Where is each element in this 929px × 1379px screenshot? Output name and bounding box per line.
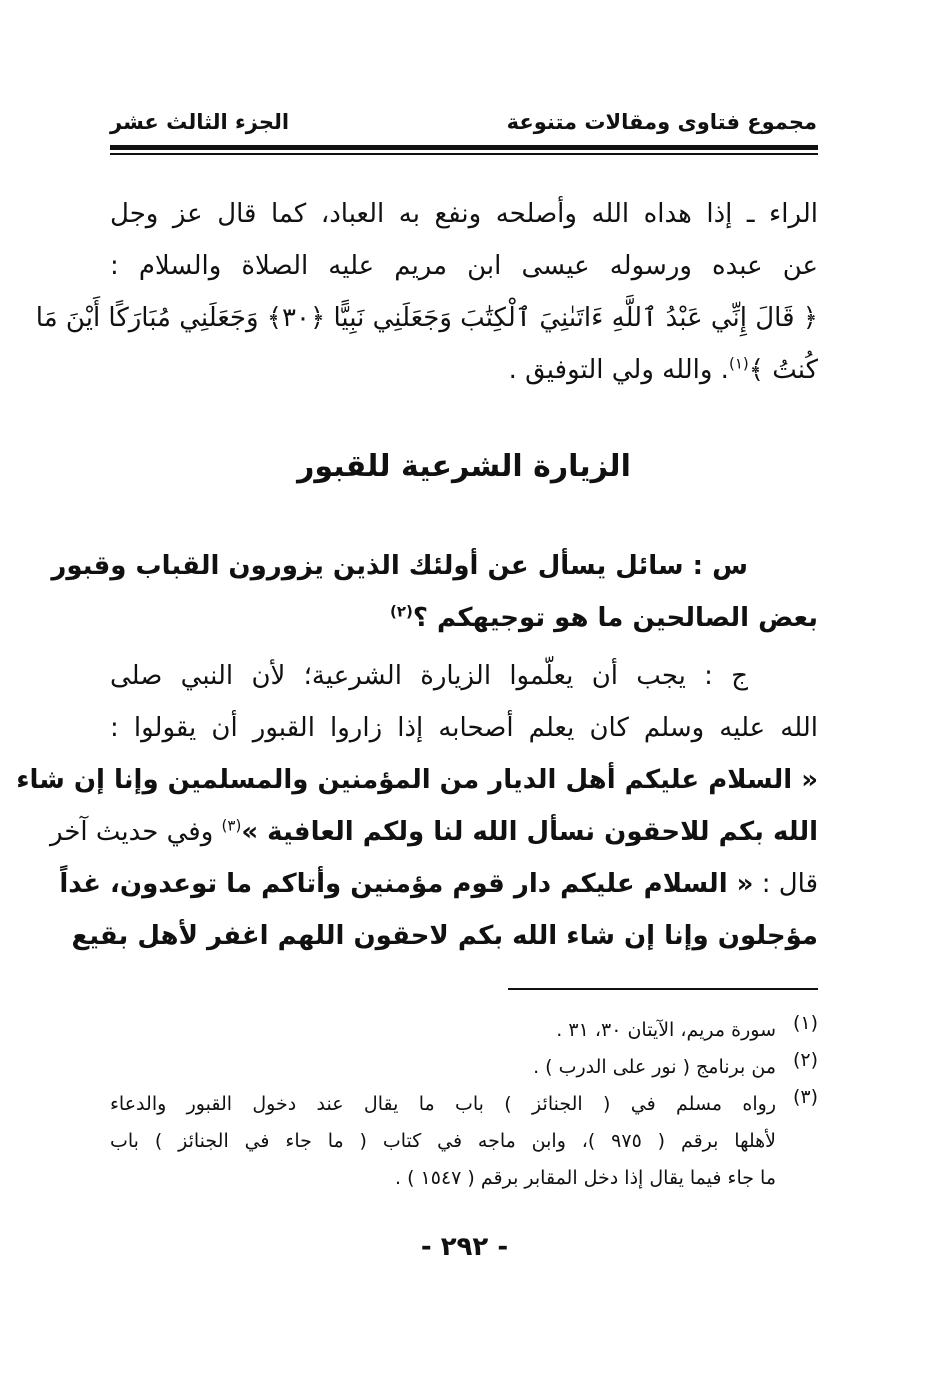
section-title: الزيارة الشرعية للقبور	[297, 449, 631, 484]
answer-paragraph	[16, 650, 818, 962]
answer-line-6: مؤجلون وإنا إن شاء الله بكم لاحقون اللهم اغفر لأهل بقيع	[71, 921, 818, 951]
page-number: - ٢٩٢ -	[420, 1232, 509, 1262]
intro-line-2: عن عبده ورسوله عيسى ابن مريم عليه الصلاة والسلام :	[110, 251, 818, 281]
question-paragraph	[51, 540, 818, 644]
intro-line-4	[110, 344, 818, 396]
footnotes	[110, 1012, 818, 1197]
answer-line-2: الله عليه وسلم كان يعلم أصحابه إذا زاروا القبور أن يقولوا :	[110, 713, 818, 743]
question-line-1: س : سائل يسأل عن أولئك الذين يزورون القباب وقبور	[51, 551, 748, 581]
footnote-ref-1: (١)	[728, 354, 749, 373]
answer-line-3: « السلام عليكم أهل الديار من المؤمنين والمسلمين وإنا إن شاء	[16, 765, 818, 795]
intro-paragraph	[35, 188, 818, 396]
quran-verse-line: ﴿ قَالَ إِنِّي عَبْدُ ٱللَّهِ ءَاتَىٰنِيَ ٱلْكِتَٰبَ وَجَعَلَنِي نَبِيًّا ﴿٣٠﴾ وَجَعَلَنِي مُبَارَكًا أَيْنَ مَا	[35, 303, 818, 333]
header-rule-thick	[110, 145, 818, 150]
intro-closing: . والله ولي التوفيق .	[508, 355, 729, 385]
quran-verse-end: كُنتُ ﴾	[748, 355, 818, 385]
footnote-2: (٢) من برنامج ( نور على الدرب ) .	[533, 1049, 818, 1078]
question-line-2: بعض الصالحين ما هو توجيهكم ؟$^{(٢)}$	[390, 602, 818, 633]
footnote-3: (٣) رواه مسلم في ( الجنائز ) باب ما يقال عند دخول القبور والدعاء لأهلها برقم ( ٩٧٥ )، وابن ماجه في كتاب ( ما جاء في الجنائز ) باب ما جاء فيما يقال إذا دخل المقابر برقم ( ١٥٤٧ ) .	[110, 1086, 818, 1189]
running-header-title: مجموع فتاوى ومقالات متنوعة	[506, 110, 817, 134]
answer-line-1: ج : يجب أن يعلّموا الزيارة الشرعية؛ لأن النبي صلى	[110, 661, 748, 691]
footnote-separator	[508, 988, 818, 990]
intro-line-1: الراء ـ إذا هداه الله وأصلحه ونفع به العباد، كما قال عز وجل	[110, 199, 818, 229]
answer-line-5: قال : « السلام عليكم دار قوم مؤمنين وأتاكم ما توعدون، غداً	[59, 869, 818, 899]
footnote-1: (١) سورة مريم، الآيتان ٣٠، ٣١ .	[556, 1012, 818, 1041]
footnote-ref-3: (٣)	[221, 816, 242, 835]
header-rule-thin	[110, 153, 818, 155]
answer-line-4: الله بكم للاحقون نسأل الله لنا ولكم العافية »$^{(٣)}$ وفي حديث آخر	[49, 816, 818, 847]
running-header-volume: الجزء الثالث عشر	[110, 110, 290, 134]
footnote-ref-2: (٢)	[390, 602, 413, 621]
